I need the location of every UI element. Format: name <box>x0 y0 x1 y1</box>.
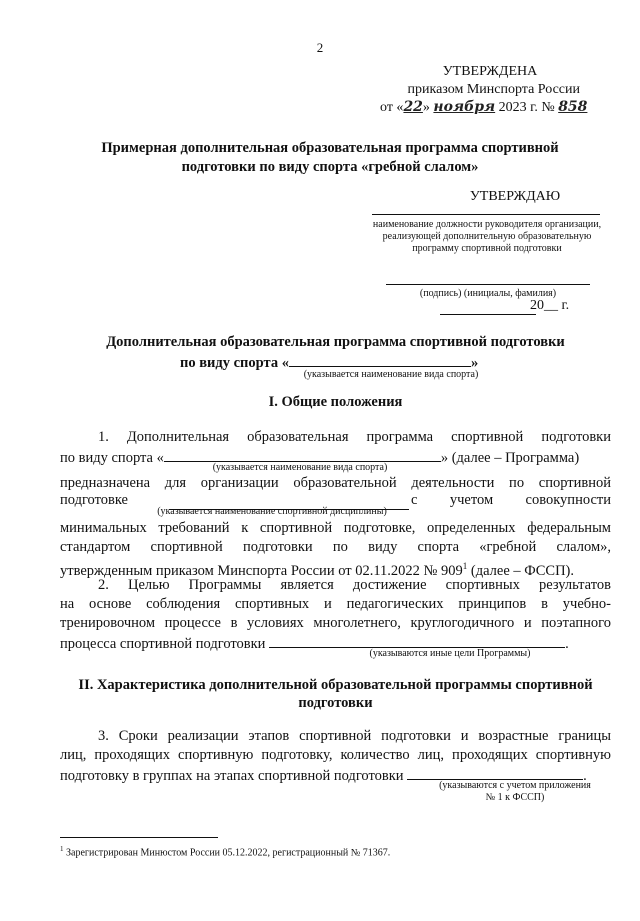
program-title-suffix: » <box>470 355 479 371</box>
p1-line4-prefix: подготовке <box>60 492 128 508</box>
p1-line5: минимальных требований к спортивной подготовке, определенных федеральным <box>60 520 611 536</box>
p2-line1: 2. Целью Программы является достижение спортивных результатов <box>98 577 611 593</box>
groups-blank <box>407 765 583 780</box>
hint-sport: (указывается наименование вида спорта) <box>212 462 388 473</box>
p3-line2: лиц, проходящих спортивную подготовку, количество лиц, проходящих спортивную <box>60 747 611 763</box>
section2-heading-line1: II. Характеристика дополнительной образовательной программы спортивной <box>78 677 593 693</box>
p3-line3-suffix: . <box>583 768 587 784</box>
footnote-mark: 1 <box>60 845 64 853</box>
date-prefix: от « <box>380 100 404 115</box>
p1-line7-b: (далее – ФССП). <box>467 562 574 579</box>
approval-date-line <box>380 99 590 116</box>
date-day: 22 <box>403 99 423 115</box>
p2-line2: на основе соблюдения спортивных и педагогических принципов в учебно- <box>60 596 611 612</box>
hint-goals: (указываются иные цели Программы) <box>369 648 531 659</box>
p1-line1: 1. Дополнительная образовательная программа спортивной подготовки <box>98 429 611 445</box>
section1-heading: I. Общие положения <box>268 394 403 410</box>
signature-hint: (подпись) (инициалы, фамилия) <box>419 288 557 299</box>
order-number: 858 <box>558 99 588 115</box>
p1-line2-prefix: по виду спорта « <box>60 450 164 466</box>
p1-line2-suffix: » (далее – Программа) <box>440 450 580 466</box>
p1-sport-blank <box>164 447 441 462</box>
footnote-text: Зарегистрирован Минюстом России 05.12.2022, регистрационный № 71367. <box>66 847 391 859</box>
p2-line4-suffix: . <box>565 636 569 652</box>
p1-line4-suffix-wrap <box>411 491 611 510</box>
position-hint: наименование должности руководителя организации, реализующей дополнительную образовательную программу спортивной подготовки <box>372 219 602 254</box>
section2-heading-line2: подготовки <box>298 695 373 711</box>
hint-appendix-1: (указываются с учетом приложения <box>439 780 591 791</box>
footnote <box>60 845 390 858</box>
p2-line4-prefix: процесса спортивной подготовки <box>60 636 266 652</box>
program-title-hint: (указывается наименование вида спорта) <box>303 369 479 380</box>
p2-line3: тренировочном процессе в условиях многолетнего, круглогодичного и поэтапного <box>60 615 611 631</box>
sport-name-blank <box>289 352 471 367</box>
approval-title: УТВЕРЖДЕНА <box>442 64 538 79</box>
p1-line7-a: утвержденным приказом Минспорта России от 02.11.2022 № 909 <box>60 562 463 579</box>
date-mid: » <box>422 100 430 115</box>
date-blank-line <box>440 300 536 315</box>
footnote-separator <box>60 837 218 838</box>
page-number: 2 <box>316 40 324 55</box>
position-line <box>372 214 600 215</box>
signature-line <box>386 284 590 285</box>
program-title-line1: Дополнительная образовательная программа спортивной подготовки <box>106 334 565 350</box>
approval-order: приказом Минспорта России <box>407 82 580 97</box>
p1-line6: стандартом спортивной подготовки по виду спорта «гребной слалом», <box>60 539 611 555</box>
p1-line4-suffix: с учетом совокупности <box>410 492 611 508</box>
p1-line3: предназначена для организации образовательной деятельности по спортивной <box>60 475 611 491</box>
date-month: ноября <box>433 99 496 115</box>
utverzhdayu-label: УТВЕРЖДАЮ <box>469 189 561 204</box>
footnote-ref: 1 <box>462 561 468 571</box>
hint-discipline: (указывается наименование спортивной дисциплины) <box>157 506 387 517</box>
main-title: Примерная дополнительная образовательная программа спортивной подготовки по виду спорта «гребной слалом» <box>101 140 559 175</box>
goals-blank <box>269 633 565 648</box>
p3-line1: 3. Сроки реализации этапов спортивной подготовки и возрастные границы <box>98 728 611 744</box>
hint-appendix-2: № 1 к ФССП) <box>485 792 545 803</box>
p3-line3-prefix: подготовку в группах на этапах спортивной подготовки <box>60 768 404 784</box>
year-blank: 20__ г. <box>530 298 570 313</box>
program-title-prefix: по виду спорта « <box>180 355 289 371</box>
date-year: 2023 г. № <box>498 100 555 115</box>
